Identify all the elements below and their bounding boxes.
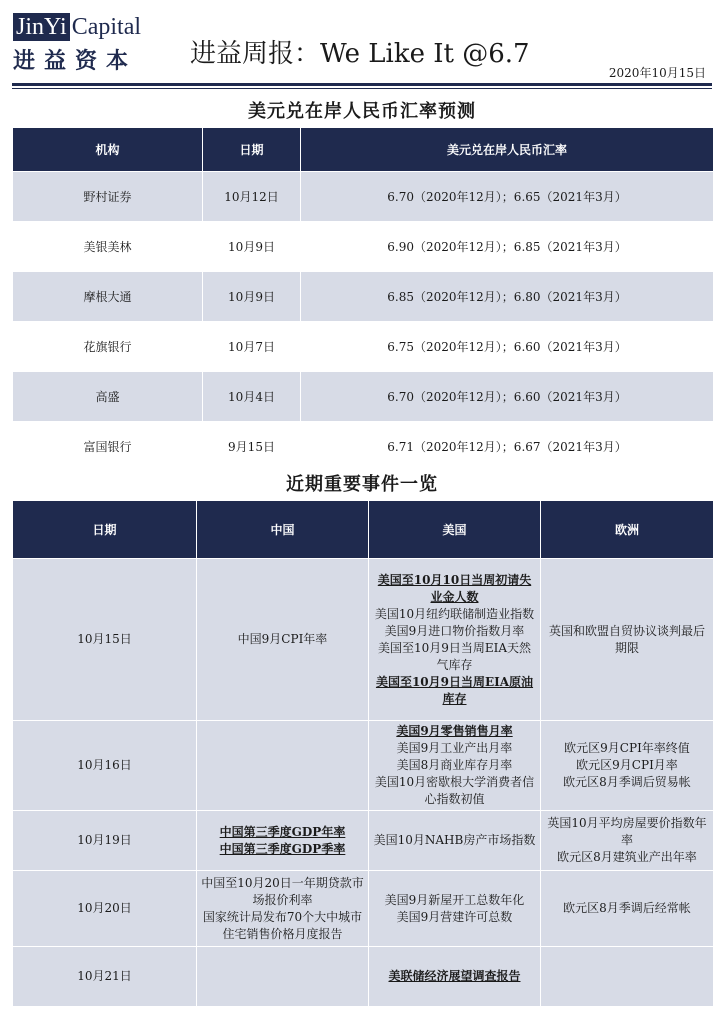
events-table-row xyxy=(13,871,714,947)
fx-header-institution: 机构 xyxy=(13,128,203,172)
fx-section-title: 美元兑在岸人民币汇率预测 xyxy=(248,101,476,122)
us-event-item: 美国9月进口物价指数月率 xyxy=(384,623,525,638)
event-europe-cell xyxy=(541,871,714,947)
china-event-item: 国家统计局发布70个大中城市住宅销售价格月度报告 xyxy=(202,909,363,941)
events-table-row xyxy=(13,947,714,1007)
fx-forecast-table xyxy=(12,127,714,472)
event-china-cell xyxy=(197,871,369,947)
events-header-date: 日期 xyxy=(13,501,197,559)
fx-cell-date: 10月12日 xyxy=(203,172,301,222)
header-rule-thin xyxy=(12,88,712,89)
fx-cell-forecast: 6.75（2020年12月）；6.60（2021年3月） xyxy=(301,322,714,372)
fx-cell-inst: 富国银行 xyxy=(13,422,203,472)
europe-event-item: 欧元区8月季调后经常帐 xyxy=(563,901,691,915)
event-china-cell xyxy=(197,559,369,721)
fx-table-row xyxy=(13,372,714,422)
event-us-cell xyxy=(369,871,541,947)
event-date-cell: 10月20日 xyxy=(13,871,197,947)
fx-cell-date: 10月4日 xyxy=(203,372,301,422)
events-section-title: 近期重要事件一览 xyxy=(286,474,438,495)
fx-cell-date: 10月9日 xyxy=(203,222,301,272)
events-table-row xyxy=(13,721,714,811)
event-date-cell: 10月19日 xyxy=(13,811,197,871)
fx-header-rate: 美元兑在岸人民币汇率 xyxy=(301,128,714,172)
us-event-item: 美国8月商业库存月率 xyxy=(396,758,513,772)
fx-cell-forecast: 6.70（2020年12月）；6.65（2021年3月） xyxy=(301,172,714,222)
fx-cell-date: 9月15日 xyxy=(203,422,301,472)
fx-cell-forecast: 6.71（2020年12月）；6.67（2021年3月） xyxy=(301,422,714,472)
fx-cell-inst: 美银美林 xyxy=(13,222,203,272)
fx-cell-inst: 摩根大通 xyxy=(13,272,203,322)
fx-cell-date: 10月9日 xyxy=(203,272,301,322)
fx-cell-forecast: 6.90（2020年12月）；6.85（2021年3月） xyxy=(301,222,714,272)
report-title: 进益周报：We Like It @6.7 xyxy=(190,39,530,69)
event-europe-cell xyxy=(541,811,714,871)
fx-table-row xyxy=(13,322,714,372)
events-header-china: 中国 xyxy=(197,501,369,559)
us-event-item: 美国9月营建许可总数 xyxy=(396,909,513,924)
europe-event-item: 欧元区8月建筑业产出年率 xyxy=(557,850,697,864)
us-event-item-key: 美国9月零售销售月率 xyxy=(396,724,513,738)
events-header-europe: 欧洲 xyxy=(541,501,714,559)
europe-event-item: 欧元区8月季调后贸易帐 xyxy=(563,775,691,789)
report-date: 2020年10月15日 xyxy=(608,66,706,80)
fx-cell-forecast: 6.70（2020年12月）；6.60（2021年3月） xyxy=(301,372,714,422)
events-table-row xyxy=(13,811,714,871)
us-event-item: 美国9月新屋开工总数年化 xyxy=(384,892,525,907)
china-event-item: 中国至10月20日一年期贷款市场报价利率 xyxy=(201,875,364,907)
us-event-item: 美国10月密歇根大学消费者信心指数初值 xyxy=(374,775,535,806)
event-date-cell: 10月16日 xyxy=(13,721,197,811)
us-event-item: 美国10月NAHB房产市场指数 xyxy=(373,833,536,847)
china-event-item-key: 中国第三季度GDP年率 xyxy=(219,824,346,839)
event-us-cell xyxy=(369,947,541,1007)
fx-cell-inst: 花旗银行 xyxy=(13,322,203,372)
event-china-cell xyxy=(197,947,369,1007)
us-event-item: 美国10月纽约联储制造业指数 xyxy=(374,606,535,621)
fx-header-date: 日期 xyxy=(203,128,301,172)
fx-cell-inst: 野村证券 xyxy=(13,172,203,222)
europe-event-item: 欧元区9月CPI月率 xyxy=(576,758,678,772)
events-header-us: 美国 xyxy=(369,501,541,559)
header-rule-thick xyxy=(12,83,712,86)
event-china-cell xyxy=(197,811,369,871)
event-us-cell xyxy=(369,559,541,721)
fx-table-row xyxy=(13,222,714,272)
europe-event-item: 英国10月平均房屋要价指数年率 xyxy=(547,816,707,847)
event-date-cell: 10月15日 xyxy=(13,559,197,721)
us-event-item: 美国9月工业产出月率 xyxy=(396,741,513,755)
event-china-cell xyxy=(197,721,369,811)
logo-latin-box: JinYi xyxy=(13,13,70,41)
us-event-item-key: 美联储经济展望调查报告 xyxy=(388,969,521,983)
fx-cell-forecast: 6.85（2020年12月）；6.80（2021年3月） xyxy=(301,272,714,322)
logo-latin-rest: Capital xyxy=(71,14,142,40)
us-event-item-key: 美国至10月9日当周EIA原油库存 xyxy=(375,674,534,706)
europe-event-item: 英国和欧盟自贸协议谈判最后期限 xyxy=(548,623,705,655)
event-europe-cell xyxy=(541,559,714,721)
china-event-item: 中国9月CPI年率 xyxy=(237,632,328,646)
fx-table-row xyxy=(13,272,714,322)
events-table-row xyxy=(13,559,714,721)
event-us-cell xyxy=(369,811,541,871)
fx-cell-date: 10月7日 xyxy=(203,322,301,372)
event-date-cell: 10月21日 xyxy=(13,947,197,1007)
europe-event-item: 欧元区9月CPI年率终值 xyxy=(564,741,690,755)
event-europe-cell xyxy=(541,721,714,811)
us-event-item: 美国至10月9日当周EIA天然气库存 xyxy=(377,640,532,672)
fx-table-row xyxy=(13,172,714,222)
fx-table-row xyxy=(13,422,714,472)
jinyi-capital-logo xyxy=(13,12,153,74)
event-us-cell xyxy=(369,721,541,811)
china-event-item-key: 中国第三季度GDP季率 xyxy=(219,841,346,856)
us-event-item-key: 美国至10月10日当周初请失业金人数 xyxy=(377,572,532,604)
logo-chinese: 进益资本 xyxy=(13,48,138,74)
events-table xyxy=(12,500,714,1007)
fx-cell-inst: 高盛 xyxy=(13,372,203,422)
event-europe-cell xyxy=(541,947,714,1007)
